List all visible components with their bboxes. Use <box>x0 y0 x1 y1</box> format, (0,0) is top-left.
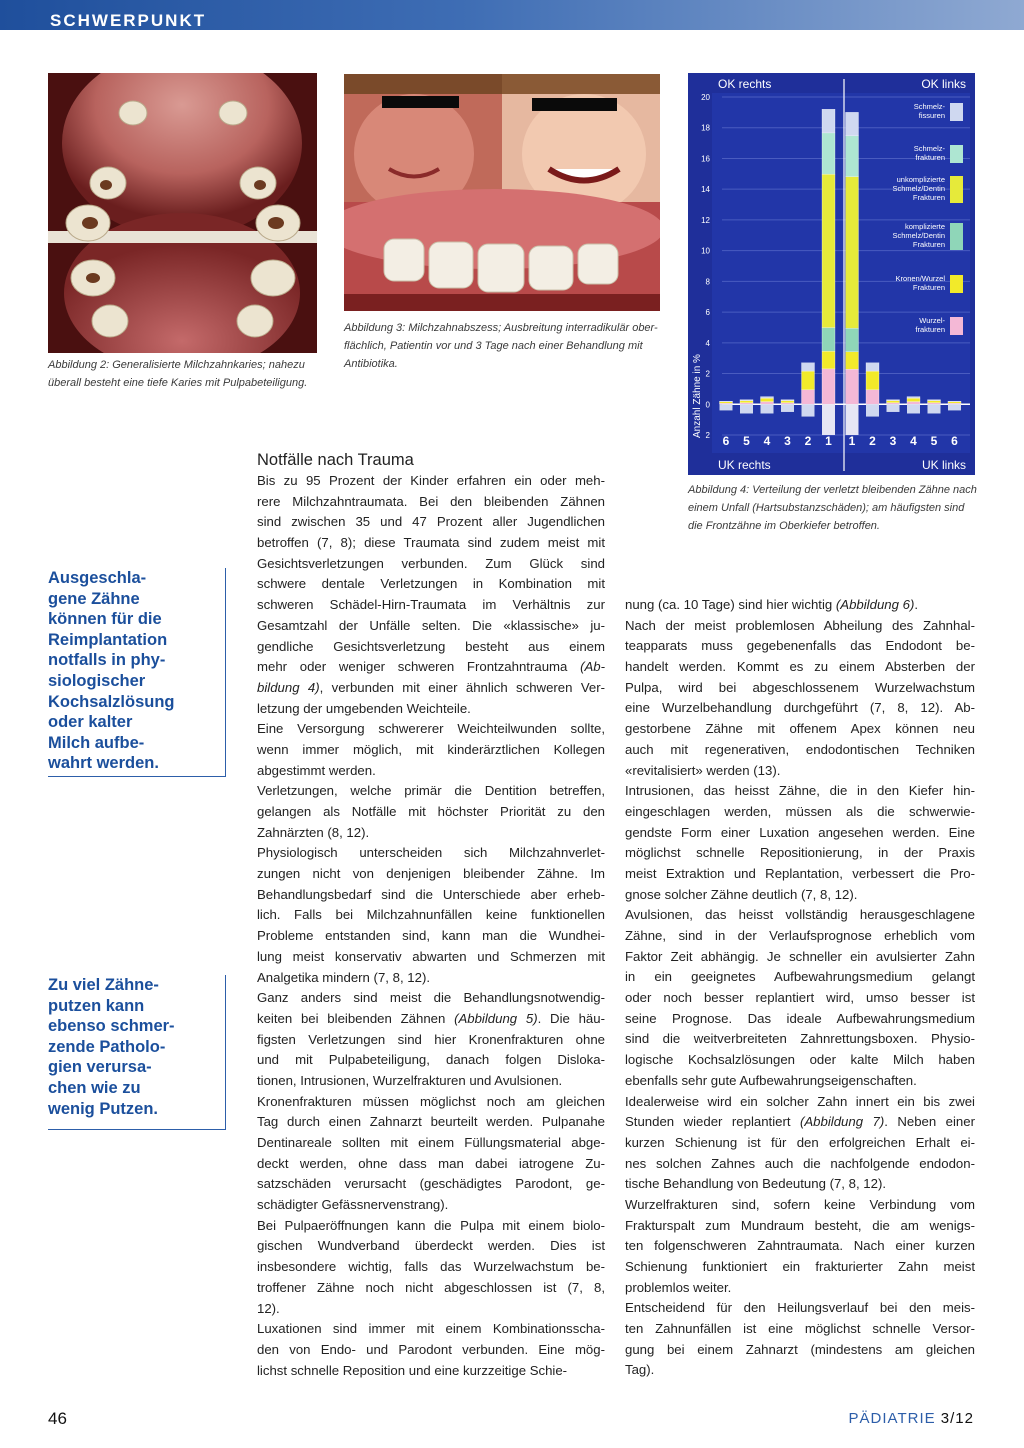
label-ok-links: OK links <box>921 77 966 91</box>
text-line: kurzen Schienung ist für den erfolgreichen Erhalt ei- <box>625 1134 975 1150</box>
text-line: Zahnärzten (8, 12). <box>257 824 370 840</box>
pullquote-line: gien verursa- <box>48 1058 152 1077</box>
text-line: 12). <box>257 1300 280 1316</box>
text-line: teapparats muss gegebenenfalls das Endodont be- <box>625 638 975 654</box>
text-line: Gesichtsverletzungen verbunden. Zum Glück sind <box>257 555 605 571</box>
text-line: Pulpa, wird bei abgeschlossenem Wurzelwachstum <box>625 679 975 695</box>
x-category-label: 6 <box>722 434 730 448</box>
legend-label: unkomplizierte <box>896 175 945 184</box>
figure-2-photo <box>48 73 317 353</box>
bar-segment <box>740 401 753 403</box>
bar-segment <box>720 403 733 404</box>
x-category-label: 5 <box>930 434 938 448</box>
label-uk-rechts: UK rechts <box>718 458 771 472</box>
text-line: betroffen (7, 8); diese Traumata sind zudem meist mit <box>257 535 605 551</box>
text-line: eine Wurzelbehandlung durchgeführt (7, 8, 12). Ab- <box>625 700 975 716</box>
text-line: Nach der meist problemlosen Abheilung des Zahnhal- <box>625 617 975 633</box>
bar-segment <box>846 369 859 404</box>
x-category-label: 3 <box>889 434 897 448</box>
text-line: Avulsionen, das heisst vollständig herausgeschlagene <box>625 907 975 923</box>
pullquote-line: notfalls in phy- <box>48 651 166 670</box>
text-line: lich. Falls bei Milchzahnunfällen keine funktionellen <box>257 907 605 923</box>
text-line: Bis zu 95 Prozent der Kinder erfahren ein oder meh- <box>257 473 605 488</box>
pullquote-line: putzen kann <box>48 996 145 1015</box>
issue-number: 3/12 <box>940 1410 974 1427</box>
article-heading: Notfälle nach Trauma <box>257 451 414 469</box>
bar-segment <box>846 112 859 135</box>
text-line: zungen nicht von denjenigen bleibender Zähne. Im <box>257 866 605 882</box>
legend-label: Schmelz- <box>913 144 945 153</box>
eye-mask-left <box>382 96 459 108</box>
bar-segment <box>761 397 774 399</box>
text-line: Gesamtzahl der Unfälle selten. Die «klassische» ju- <box>257 617 605 633</box>
y-tick-label: 14 <box>701 185 710 195</box>
text-line: seine Prognose. Das ideale Aufbewahrungsmedium <box>625 1010 975 1026</box>
text-line: gelangen als Notfälle mit höchster Priorität zu den <box>257 804 605 819</box>
bar-segment <box>720 402 733 403</box>
y-tick-label: 18 <box>701 123 710 133</box>
figure-3-caption: Abbildung 3: Milchzahnabszess; Ausbreitung interradikulär ober- flächlich, Patientin vor und 3 Tage nach einer Behandlung mit Antibiotika. <box>344 322 658 370</box>
text-line: Ganz anders sind meist die Behandlungsnotwendig- <box>257 990 605 1006</box>
y-tick-label: 0 <box>705 400 710 410</box>
text-line: ten Zahnunfällen ist eine möglichst schnelle Versor- <box>625 1321 975 1337</box>
text-line: «revitalisiert» werden (13). <box>625 762 781 778</box>
bar-segment <box>846 177 859 329</box>
bar-segment <box>720 401 733 402</box>
bar-lower <box>948 404 961 410</box>
text-line: Idealerweise wird ein solcher Zahn innert ein bis zwei <box>625 1093 975 1109</box>
text-line: ebenfalls sehr gute Aufbewahrungseigenschaften. <box>625 1072 917 1088</box>
bar-lower <box>720 404 733 410</box>
text-line: Kronenfrakturen müssen möglichst noch am gleichen <box>257 1093 605 1109</box>
text-line: abgestimmt werden. <box>257 762 376 778</box>
text-line: logische Kochsalzlösungen oder kalte Milch haben <box>625 1052 975 1068</box>
bar-lower <box>866 404 879 416</box>
x-category-label: 1 <box>825 434 832 448</box>
bar-segment <box>781 403 794 405</box>
bar-segment <box>822 369 835 404</box>
legend-label: Schmelz/Dentin <box>892 184 945 193</box>
text-line: Tag durch einen Zahnarzt beurteilt werden. Pulpanahe <box>257 1114 605 1130</box>
bar-segment <box>948 401 961 402</box>
text-line: lichst schnelle Reposition und eine kurzzeitige Schie- <box>257 1362 568 1378</box>
bar-segment <box>928 400 941 401</box>
y-tick-label: 16 <box>701 154 710 164</box>
text-line: schweren Schädel-Hirn-Traumata im Verhältnis zur <box>257 597 605 613</box>
x-category-label: 2 <box>869 434 876 448</box>
legend-label: Kronen/Wurzel <box>895 274 945 283</box>
text-line: auch mit regenerativen, endodontischen Techniken <box>625 741 975 757</box>
bar-lower <box>928 404 941 413</box>
figure-2-caption: Abbildung 2: Generalisierte Milchzahnkaries; nahezu überall besteht eine tiefe Karies mit Pulpabeteiligung. <box>48 359 308 389</box>
text-line: Zähne, sind in der Verlaufsprognose erheblich vom <box>625 928 975 943</box>
journal-footer <box>849 1409 974 1429</box>
bar-segment <box>802 390 815 405</box>
bar-lower <box>802 404 815 416</box>
y-axis-label: Anzahl Zähne in % <box>692 354 703 438</box>
figure-4-chart <box>688 73 975 475</box>
pullquote-line: zende Patholo- <box>48 1037 166 1056</box>
legend-swatch <box>950 103 963 121</box>
legend-label: frakturen <box>915 325 945 334</box>
y-tick-label: 12 <box>701 215 710 225</box>
pullquote-line: siologischer <box>48 671 146 690</box>
text-line: sind zwischen 35 und 47 Prozent aller Jugendlichen <box>257 514 605 530</box>
bar-segment <box>887 401 900 403</box>
pullquote-line: Zu viel Zähne- <box>48 976 159 994</box>
y-tick-label: 10 <box>701 246 710 256</box>
legend-swatch <box>950 275 963 293</box>
y-tick-label: 8 <box>705 277 710 287</box>
legend-label: frakturen <box>915 153 945 162</box>
x-category-label: 1 <box>848 434 856 448</box>
bar-segment <box>802 371 815 390</box>
bar-segment <box>907 402 920 405</box>
text-line: letzung der umgebenden Weichteile. <box>257 700 471 716</box>
text-line: troffener Zähne noch nicht abgeschlossen ist (7, 8, <box>257 1279 605 1295</box>
text-line: möglichst schnelle Repositionierung, in der Praxis <box>625 845 975 861</box>
article-column-1 <box>257 471 605 1381</box>
text-line: schädigter Gefässnervenstrang). <box>257 1197 449 1213</box>
x-category-label: 4 <box>763 434 771 448</box>
text-line: Frakturspalt zum Mundraum besteht, die am wenigs- <box>625 1217 975 1233</box>
text-line: gendste Form einer Luxation angesehen werden. Eine <box>625 824 975 840</box>
text-line: figsten Verletzungen sind hier Kronenfrakturen ohne <box>257 1031 605 1047</box>
legend-swatch <box>950 176 963 203</box>
bar-lower <box>781 404 794 412</box>
label-ok-rechts: OK rechts <box>718 77 772 91</box>
x-category-label: 5 <box>743 434 750 448</box>
pullquote-line: Ausgeschla- <box>48 569 147 587</box>
pullquote-2 <box>48 975 226 1130</box>
text-line: Wurzelfrakturen sind, sofern keine Verbindung vom <box>625 1196 975 1212</box>
text-line: tionen, Intrusionen, Wurzelfrakturen und Avulsionen. <box>257 1072 563 1088</box>
legend-label: Frakturen <box>912 193 945 202</box>
text-line: und mit Pulpabeteiligung, danach folgen Disloka- <box>257 1052 605 1068</box>
text-line: mehr oder weniger schweren Frontzahntrauma (Ab- <box>257 659 605 675</box>
bar-segment <box>802 363 815 371</box>
text-line: meist Extraktion und Replantation, verbessert die Pro- <box>625 865 975 881</box>
pullquote-line: Reimplantation <box>48 630 168 649</box>
bar-lower <box>822 404 835 435</box>
bar-segment <box>928 403 941 405</box>
bar-segment <box>887 400 900 401</box>
text-line: gung bei einem Zahnarzt (mindestens am gleichen <box>625 1341 975 1357</box>
text-line: Behandlungsbedarf sind die Unterschiede aber erheb- <box>257 886 605 902</box>
legend-swatch <box>950 223 963 250</box>
text-line: nung (ca. 10 Tage) sind hier wichtig (Abbildung 6). <box>625 597 919 612</box>
legend-label: fissuren <box>918 111 945 120</box>
x-category-label: 2 <box>804 434 812 448</box>
text-line: ten folgenschweren Zahntraumata. Nach einer kurzen <box>625 1238 975 1254</box>
text-line: Bei Pulpaeröffnungen kann die Pulpa mit einem biolo- <box>257 1217 605 1233</box>
text-line: Dentinareale sollten mit einem Füllungsmaterial abge- <box>257 1135 605 1150</box>
figure-4-caption: Abbildung 4: Verteilung der verletzt bleibenden Zähne nach einem Unfall (Hartsubstanzschäden); am häufigsten sind die Frontzähne im Oberkiefer betroffen. <box>688 484 977 532</box>
bar-segment <box>887 403 900 405</box>
text-line: tische Behandlung von Bedeutung (7, 8, 12). <box>625 1176 887 1192</box>
bar-lower <box>846 404 859 435</box>
text-line: problemlos weiter. <box>625 1279 732 1295</box>
pullquote-line: wahrt werden. <box>48 754 159 773</box>
bar-segment <box>928 401 941 403</box>
bar-segment <box>907 398 920 401</box>
bar-segment <box>866 363 879 371</box>
pullquote-line: Milch aufbe- <box>48 733 145 752</box>
x-category-label: 6 <box>951 434 958 448</box>
pullquote-1 <box>48 568 226 777</box>
bar-segment <box>866 371 879 390</box>
text-line: Physiologisch unterscheiden sich Milchzahnverlet- <box>257 845 605 861</box>
text-line: Entscheidend für den Heilungsverlauf bei den meis- <box>625 1300 975 1316</box>
pullquote-line: chen wie zu <box>48 1078 141 1097</box>
bar-segment <box>846 352 859 370</box>
y-tick-label: 6 <box>705 308 710 318</box>
bar-lower <box>740 404 753 413</box>
legend-swatch <box>950 317 963 335</box>
bar-segment <box>740 403 753 405</box>
legend-swatch <box>950 145 963 163</box>
text-line: Intrusionen, das heisst Zähne, die in den Kiefer hin- <box>625 783 975 799</box>
article-column-2 <box>625 595 975 1381</box>
pullquote-line: ebenso schmer- <box>48 1017 175 1036</box>
legend-label: Frakturen <box>912 283 945 292</box>
text-line: Analgetika mindern (7, 8, 12). <box>257 969 430 985</box>
text-line: satzschäden verursacht (geschädigtes Parodont, ge- <box>257 1176 605 1192</box>
legend-label: Frakturen <box>912 240 945 249</box>
y-tick-label: 4 <box>705 338 710 348</box>
text-line: Tag). <box>625 1362 655 1378</box>
text-line: bildung 4), verbunden mit einer ähnlich schweren Ver- <box>257 679 605 695</box>
journal-name: PÄDIATRIE <box>848 1410 936 1427</box>
x-category-label: 4 <box>910 434 917 448</box>
text-line: eingeschlagen werden, müssen als die schwerwie- <box>625 803 975 819</box>
bar-lower <box>887 404 900 412</box>
bar-segment <box>948 402 961 403</box>
bar-segment <box>761 398 774 401</box>
bar-segment <box>761 402 774 405</box>
bar-lower <box>907 404 920 413</box>
bar-segment <box>822 133 835 174</box>
text-line: handelt werden. Kommt es zu einem Absterben der <box>625 659 975 675</box>
y-tick-label: 2 <box>705 431 710 440</box>
text-line: sind die weitverbreiteten Zahnrettungsboxen. Physio- <box>625 1031 975 1047</box>
text-line: gnose solcher Zähne deutlich (7, 8, 12). <box>625 886 858 902</box>
text-line: deckt werden, ohne dass man dabei iatrogene Zu- <box>257 1155 605 1171</box>
text-line: gendliche Gesichtsverletzung besteht aus einem <box>257 638 605 654</box>
pullquote-line: oder kalter <box>48 713 133 732</box>
bar-segment <box>781 401 794 403</box>
bar-segment <box>822 351 835 369</box>
text-line: nes solchen Zahnes auch die nachfolgende endodon- <box>625 1155 975 1171</box>
y-tick-label: 20 <box>701 93 710 102</box>
bar-segment <box>740 400 753 401</box>
bar-segment <box>846 328 859 351</box>
bar-segment <box>822 328 835 352</box>
text-line: gischen Wundverband überdeckt werden. Dies ist <box>257 1238 605 1254</box>
text-line: den von Endo- und Parodont verbunden. Eine mög- <box>257 1341 605 1357</box>
bar-segment <box>907 397 920 399</box>
tooth-injury-chart <box>688 73 975 475</box>
text-line: lung meist konservativ abwarten und Schmerzen mit <box>257 948 605 964</box>
text-line: Verletzungen, welche primär die Dentition betreffen, <box>257 783 605 799</box>
page-number: 46 <box>48 1409 67 1428</box>
text-line: Faktor Zeit abhängig. Je schneller ein avulsierter Zahn <box>625 948 975 964</box>
text-line: in ein geeignetes Aufbewahrungsmedium gelangt <box>625 969 975 985</box>
bar-segment <box>948 403 961 404</box>
text-line: Luxationen sind immer mit einem Kombinationsscha- <box>257 1321 605 1337</box>
label-uk-links: UK links <box>921 458 966 472</box>
bar-segment <box>822 109 835 133</box>
pullquote-line: Kochsalzlösung <box>48 692 175 711</box>
text-line: Eine Versorgung schwererer Weichteilwunden sollte, <box>257 721 605 737</box>
pullquote-line: können für die <box>48 610 162 629</box>
text-line: Probleme entstanden sind, kann man die Wundhei- <box>257 928 605 944</box>
text-line: wenn immer möglich, mit kinderärztlichen Kollegen <box>257 741 605 757</box>
text-line: schwere dentale Verletzungen in Kombination mit <box>257 576 605 592</box>
bar-segment <box>866 390 879 405</box>
x-category-label: 3 <box>784 434 791 448</box>
section-title: SCHWERPUNKT <box>50 11 207 30</box>
text-line: gestorbene Zähne mit offenem Apex können neu <box>625 721 975 737</box>
text-line: oder noch besser replantiert wird, umso besser ist <box>625 990 975 1006</box>
legend-label: Wurzel- <box>919 316 945 325</box>
legend-label: Schmelz/Dentin <box>892 231 945 240</box>
text-line: rere Milchzahntraumata. Bei den bleibenden Zähnen <box>257 493 605 509</box>
bar-segment <box>846 136 859 177</box>
text-line: Schienung funktioniert ein frakturierter Zahn meist <box>625 1259 975 1274</box>
pullquote-line: gene Zähne <box>48 589 140 608</box>
pullquote-line: wenig Putzen. <box>48 1099 159 1118</box>
eye-mask-right <box>532 98 617 111</box>
bar-segment <box>781 400 794 401</box>
bar-lower <box>761 404 774 413</box>
legend-label: komplizierte <box>904 222 945 231</box>
y-tick-label: 2 <box>705 369 710 379</box>
text-line: keiten bei bleibenden Zähnen (Abbildung 5). Die häu- <box>257 1010 605 1026</box>
text-line: Stunden wieder replantiert (Abbildung 7). Neben einer <box>625 1114 975 1130</box>
bar-segment <box>822 174 835 327</box>
legend-label: Schmelz- <box>913 102 945 111</box>
figure-3-photo <box>344 74 660 311</box>
text-line: insbesondere wichtig, falls das Wurzelwachstum be- <box>257 1259 605 1275</box>
